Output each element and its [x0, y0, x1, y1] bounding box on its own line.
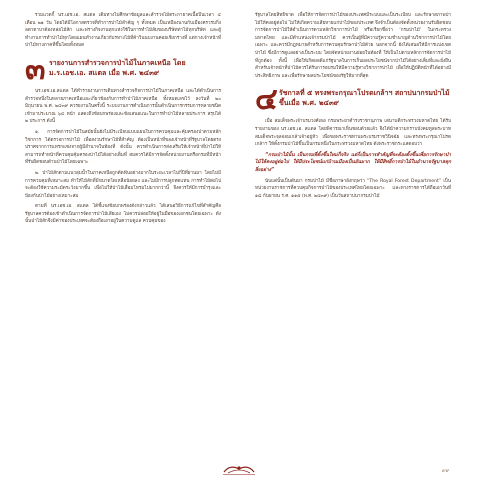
paragraph: ตามที่ นร.เอช.เอ. สเเตล ได้ชี้แจงข้อบกพร่องดังกล่าวแล้ว ได้เสนอวิธีการแก้ไขที่สำคัญคือ รัฐบาลควรต้องเข้าดำเนินการจัดการป่าไม้เสียเอง ไม่ควรปล่อยให้อยู่ในมือของเอกชนโดยเฉพาะ ดังนั้นป่าไม้สักจึงมีค่าของประเทศจะต้องถือเอาอยู่ในความดูแล ควบคุมของ	[25, 204, 221, 225]
ornament-logo-icon	[222, 462, 256, 476]
section-title: รายงานการสำรวจการป่าไม้ในภาคเหนือ โดย ม.ร.เอช.เอ. สเเตล เมื่อ พ.ศ. ๒๔๓๙	[49, 58, 186, 77]
section-title: รัชกาลที่ ๕ ทรงพระกรุณาโปรดเกล้าฯ สถาปนากรมป่าไม้ขึ้นเมื่อ พ.ศ. ๒๔๓๙	[279, 89, 450, 108]
paragraph: นร.เอช.เอ.สเเตล ได้ทำรายงานการเดินทางสำรวจกิจการป่าไม้ในภาคเหนือ และได้ดำเนินการสำรวจหนึ่งในหลายภาคเหนือและเกี่ยวข้องกับการทำป่าไม้ภาคเหนือ ทั้งหมดเลขไว้ ลงวันที่ ๒๐ มิถุนายน พ.ศ. ๒๔๓๙ ควรยงานในครั้งนี้ ระบบงานการดำเนินการนั้นดำเนินการกรรมการหลายชนิดเข้ามาประมาณ ๖๔ หน้า แสดงถึงข้อบกพร่องและข้อเสนอแนะในการทำป่าไม้หลายประการ สรุปได้ ๒ ประการ ดังนี้	[25, 88, 221, 125]
page-footer	[0, 460, 479, 480]
paragraph: ๑. การจัดการป่าไม้ในสมัยนั้นยังไม่มีระเบียบแบบแผนในการควบคุมและคุ้มครองป่าตามหลักวิชาการ ได้ตรวจการป่าไม้ เพื่อสงวนรักษาไม้ที่สำคัญ ต้องเป็นหน้าที่ของเจ้าหน้าที่รัฐบาลโดยตรง ปราศจากการแทรกแซงจากผู้มีอำนาจในท้องที่ ดังนั้น ควรดำเนินการส่งเสริมให้เจ้าหน้าที่ป่าไม้ให้สามารถทำหน้าที่ควบคุมคุ้มครองป่าไม้ได้อย่างเต็มที่ สมควรได้มีการจัดตั้งหน่วยงานหรือกรมที่มีหน้าที่รับผิดชอบด้านป่าไม้โดยเฉพาะ	[25, 129, 221, 166]
left-column	[25, 12, 221, 229]
paragraph: เมื่อ สมเด็จพระเจ้าบรมวงศ์เธอ กรมพระยาดำรงราชานุภาพ เสนาบดีกระทรวงมหาดไทย ได้รับรายงานของ นร.เอช.เอ. สเเตล โดยพิจารณาเห็นชอบด้วยแล้ว จึงได้นำความกราบบังคมทูลพระบาทสมเด็จพระจุลจอมเกล้าเจ้าอยู่หัว เพื่อขอพระราชทานพระบรมราชวินิจฉัย และทรงพระกรุณาโปรดเกล้าฯ ให้ตั้งกรมป่าไม้ขึ้นเป็นกรมหนึ่งในกระทรวงมหาดไทย ดังพระราชกระแสตอบว่า	[255, 119, 451, 148]
royal-quote: “กรมป่าไม้นั้น เป็นกรมที่ตั้งขึ้นใหม่ก็จริง แต่ก็เป็นการสำคัญที่จะต้องตั้งขึ้นเพื่อการรักษาป่าไม้ให้คงอยู่ต่อไป ให้มีประโยชน์แก่บ้านเมืองเป็นอันมาก ให้มีสิทธิ์การป่าไม้ในอำนาจรัฐบาลทุกสิ่งอย่าง”	[255, 152, 451, 173]
section-heading-3	[25, 51, 221, 87]
paragraph: ๒. ป่าไม้สักตามแนวลุ่มน้ำในภาคเหนือถูกตัดฟันอย่างมากในระยะเวลาไม่กี่ปีที่ผ่านมา โดยไม่มีการควบคุมที่เหมาะสม ทำให้ไม้สักที่มีขนาดโตเหลือน้อยลง และไม่มีการปลูกทดแทน การทำไม้ต่อไปจะต้องใช้ความระมัดระวังมากขึ้น เพื่อไม่ให้ป่าไม้เสื่อมโทรมไปมากกว่านี้ จึงควรให้มีการบำรุงและป้องกันป่าไม้อย่างเหมาะสม	[25, 170, 221, 199]
paragraph: นับแต่นั้นเป็นต้นมา กรมป่าไม้ มีชื่อภาษาอังกฤษว่า “The Royal Forest Department” เป็นหน่วยงานราชการที่ควบคุมกิจการป่าไม้ของประเทศไทยโดยเฉพาะ และทางราชการได้ถือเอาวันที่ ๑๘ กันยายน ร.ศ. ๑๑๕ (พ.ศ. ๒๔๓๙) เป็นวันสถาปนากรมป่าไม้	[255, 178, 451, 199]
page-number: ๙๙	[442, 468, 450, 474]
section-number: ๓	[25, 51, 46, 87]
section-number: ๔	[255, 82, 278, 118]
right-column	[255, 12, 451, 203]
paragraph: รัฐบาลโดยสิทธิขาด เพื่อให้การจัดการป่าไม้ของประเทศมีระบบและเป็นระเบียบ และรักษาสภาพป่าไม้ให้คงอยู่ต่อไป ไม่ให้เกิดความเสียหายแก่ป่าไม้ของประเทศ จึงจำเป็นต้องจัดตั้งหน่วยงานรับผิดชอบการจัดการป่าไม้ให้ดำเนินการตามหลักวิชาการป่าไม้ หรือเรียกชื่อว่า ‘กรมป่าไม้’ ในกระทรวงมหาดไทย และมีตำแหน่งเจ้ากรมป่าไม้ ควรเป็นผู้ที่มีความรู้ความชำนาญด้านวิชาการป่าไม้โดยเฉพาะ และควรมีกฎหมายสำหรับการควบคุมรักษาป่าไม้ด้วย นอกจากนี้ ยังได้เสนอให้มีการแบ่งเขตป่าไม้ ซึ่งมีการดูแลอย่างเป็นระบบ โดยจัดหน่วยงานย่อยในท้องที่ ให้เป็นไปตามหลักการจัดการป่าไม้ที่ถูกต้อง ทั้งนี้ เพื่อให้เกิดผลดีแก่รัฐบาลในการเก็บผลประโยชน์จากป่าไม้ได้อย่างเต็มที่และยั่งยืน สำหรับเจ้าหน้าที่ป่าไม้ควรได้รับการอบรมให้มีความรู้ทางวิชาการป่าไม้ เพื่อให้ปฏิบัติหน้าที่ได้อย่างมีประสิทธิภาพ และเพื่อรักษาผลประโยชน์ของรัฐให้มากที่สุด	[255, 13, 451, 79]
section-heading-4	[255, 82, 451, 118]
paragraph: รวมแวดกี้ นร.เอช.เอ. สเเตล เดิมทางไปศึกษาข้อมูลและสำรวจไม้ตระกายาคเนื้อปีนเวลา ๔ เดือน ๒๑ วัน โดยได้มีโอกาสตรวจทิ่ทำการป่าไม้สำคัญ ๆ ทั้งหมด เป็นเหมืองนานกับเมืองครวรบกิ่งลดาตาบาต้องหล่อไม้สัก และฟรางกิจงานทุกแห่งใช้ในการทำไม้สัมของบริษัทท่าไม้ทุกบริษัท และผู้ทำงานการทำป่าไม้ทุกโดยแผนทำงานเกี่ยวกับรหางไม้ที่ค้าวินนบงานค่อยเชิงกร่างที่ แต่กางเจ้าหน้าที่ป่าไม้ทางภาคที่ขึ้นโดยทั้งหมด	[25, 13, 221, 49]
